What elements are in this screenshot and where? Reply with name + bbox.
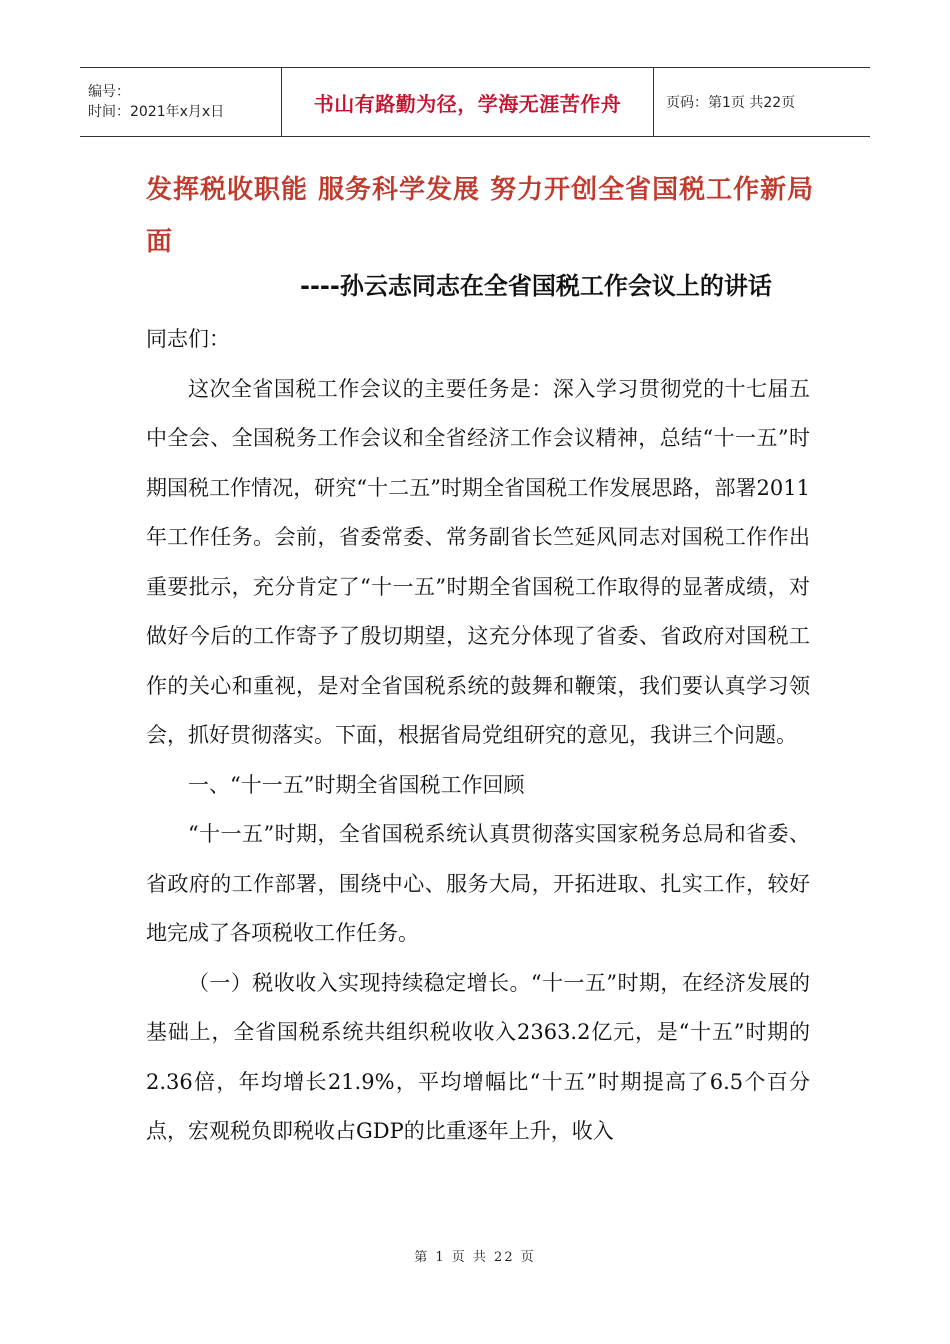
document-number-label: 编号： (88, 84, 130, 100)
paragraph: （一）税收收入实现持续稳定增长。“十一五”时期，在经济发展的基础上，全省国税系统共组织税收收入2363.2亿元，是“十五”时期的2.36倍，年均增长21.9%，平均增幅比“十五”时期提高了6.5个百分点，宏观税负即税收占GDP的比重逐年上升，收入 (146, 970, 810, 1143)
header-motto: 书山有路勤为径，学海无涯苦作舟 (313, 91, 622, 116)
header-table (80, 67, 870, 137)
header-page-info: 页码：第1页 共22页 (666, 95, 796, 111)
salutation: 同志们： (146, 327, 230, 351)
paragraph: “十一五”时期，全省国税系统认真贯彻落实国家税务总局和省委、省政府的工作部署，围绕中心、服务大局，开拓进取、扎实工作，较好地完成了各项税收工作任务。 (146, 822, 810, 945)
paragraph: 这次全省国税工作会议的主要任务是：深入学习贯彻党的十七届五中全会、全国税务工作会议和全省经济工作会议精神，总结“十一五”时期国税工作情况，研究“十二五”时期全省国税工作发展思路，部署2011年工作任务。会前，省委常委、常务副省长竺延风同志对国税工作作出重要批示，充分肯定了“十一五”时期全省国税工作取得的显著成绩，对做好今后的工作寄予了殷切期望，这充分体现了省委、省政府对国税工作的关心和重视，是对全省国税系统的鼓舞和鞭策，我们要认真学习领会，抓好贯彻落实。下面，根据省局党组研究的意见，我讲三个问题。 (146, 376, 810, 747)
document-body (146, 315, 810, 1157)
header-page-cell (654, 68, 870, 136)
document-subtitle: ----孙云志同志在全省国税工作会议上的讲话 (300, 272, 772, 300)
section-heading: 一、“十一五”时期全省国税工作回顾 (188, 772, 525, 797)
header-motto-cell (282, 68, 654, 136)
header-meta-cell (80, 68, 282, 136)
page-footer: 第 1 页 共 22 页 (414, 1250, 536, 1265)
document-title: 发挥税收职能 服务科学发展 努力开创全省国税工作新局面 (146, 175, 815, 257)
document-date-label: 时间：2021年x月x日 (88, 104, 225, 120)
